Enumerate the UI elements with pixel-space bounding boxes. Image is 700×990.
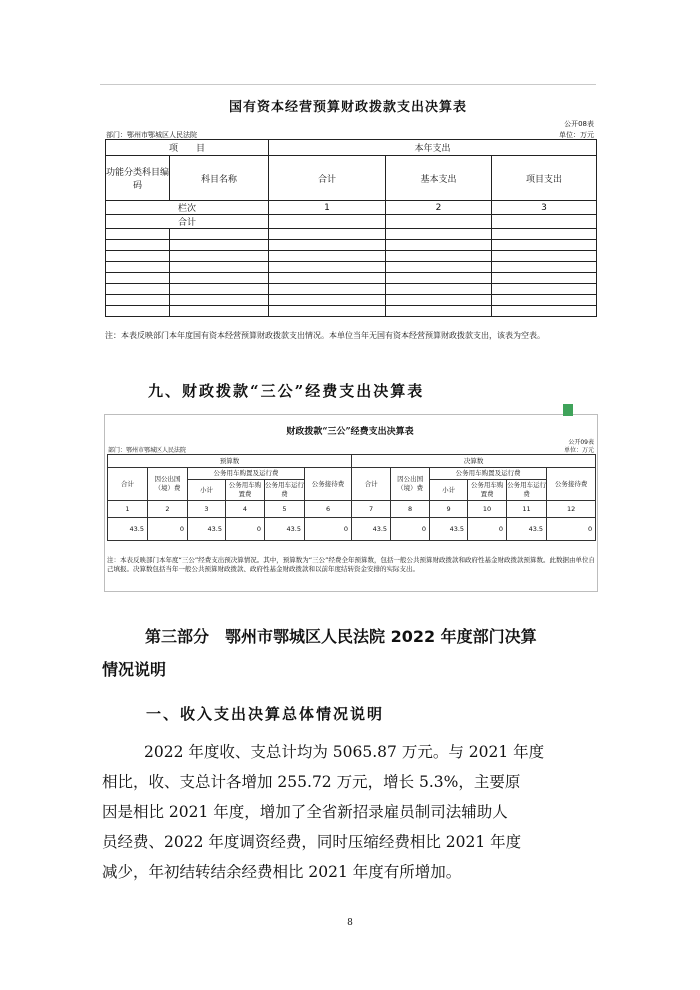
table-row bbox=[106, 215, 597, 229]
table1-order-label: 栏次 bbox=[106, 201, 269, 215]
table2-col-vehicle: 公务用车购置及运行费 bbox=[430, 468, 547, 480]
table2-title: 财政拨款“三公”经费支出决算表 bbox=[286, 427, 414, 437]
table1-col-project: 项目支出 bbox=[492, 156, 597, 201]
table2-order-cell: 1 bbox=[108, 501, 148, 518]
table2-col-abroad: 因公出国（境）费 bbox=[148, 468, 188, 501]
table1-department: 部门：鄂州市鄂城区人民法院 bbox=[106, 131, 197, 139]
table2-col-total: 合计 bbox=[352, 468, 391, 501]
part3-heading bbox=[102, 620, 602, 686]
table2-department: 部门：鄂州市鄂城区人民法院 bbox=[108, 447, 187, 454]
section9-heading: 九、财政拨款“三公”经费支出决算表 bbox=[148, 382, 425, 400]
table2-note: 注：本表反映部门本年度“三公”经费支出预决算情况。其中，预算数为“三公”经费全年预算数，包括一般公共预算财政拨款和政府性基金财政拨款预算数。此数据由单位自己填报。决算数包括当年一般公共预算财政拨款、政府性基金财政拨款和以前年度结转资金安排的实际支出。 bbox=[107, 556, 595, 573]
paragraph-line: 减少，年初结转结余经费相比 2021 年度有所增加。 bbox=[102, 863, 462, 881]
table2-value-cell: 43.5 bbox=[265, 518, 305, 541]
table2-order-cell: 3 bbox=[188, 501, 226, 518]
table2-col-reception: 公务接待费 bbox=[305, 468, 352, 501]
table2-order-cell: 10 bbox=[468, 501, 507, 518]
table2-order-cell: 5 bbox=[265, 501, 305, 518]
table1-order-3: 3 bbox=[492, 201, 597, 215]
table1-col-name: 科目名称 bbox=[170, 156, 269, 201]
table1-order-2: 2 bbox=[386, 201, 492, 215]
part3-heading-line2: 情况说明 bbox=[102, 660, 167, 679]
table1-order-1: 1 bbox=[269, 201, 386, 215]
table2-value-cell: 0 bbox=[547, 518, 596, 541]
table2-col-vehicle-operation: 公务用车运行费 bbox=[507, 480, 547, 501]
table-row bbox=[106, 306, 597, 317]
table-row bbox=[108, 518, 596, 541]
table-row bbox=[106, 273, 597, 284]
table2-value-cell: 0 bbox=[226, 518, 265, 541]
table-row bbox=[106, 229, 597, 240]
part3-heading-line1: 第三部分 鄂州市鄂城区人民法院 2022 年度部门决算 bbox=[145, 627, 537, 646]
table1-col-total: 合计 bbox=[269, 156, 386, 201]
table2-value-cell: 0 bbox=[468, 518, 507, 541]
table2-col-subtotal: 小计 bbox=[188, 480, 226, 501]
table1-col-code: 功能分类科目编码 bbox=[106, 156, 170, 201]
table2-value-cell: 43.5 bbox=[507, 518, 547, 541]
table2-value-cell: 43.5 bbox=[188, 518, 226, 541]
table1-note: 注：本表反映部门本年度国有资本经营预算财政拨款支出情况。本单位当年无国有资本经营预算财政拨款支出，该表为空表。 bbox=[105, 331, 545, 340]
table1 bbox=[105, 139, 597, 317]
paragraph-line: 相比，收、支总计各增加 255.72 万元，增长 5.3%，主要原 bbox=[102, 773, 521, 791]
section1-heading: 一、收入支出决算总体情况说明 bbox=[146, 705, 385, 723]
table2-order-cell: 12 bbox=[547, 501, 596, 518]
table2-col-vehicle-purchase: 公务用车购置费 bbox=[468, 480, 507, 501]
table2-order-cell: 6 bbox=[305, 501, 352, 518]
table2-col-vehicle-purchase: 公务用车购置费 bbox=[226, 480, 265, 501]
table1-header-item: 项 目 bbox=[106, 140, 269, 156]
table2-col-total: 合计 bbox=[108, 468, 148, 501]
green-marker bbox=[563, 404, 573, 416]
top-divider bbox=[100, 84, 596, 85]
table2-unit: 单位：万元 bbox=[563, 447, 594, 454]
table2-col-reception: 公务接待费 bbox=[547, 468, 596, 501]
table-row bbox=[106, 251, 597, 262]
table2-order-cell: 2 bbox=[148, 501, 188, 518]
table1-unit: 单位：万元 bbox=[559, 131, 594, 139]
table2-code: 公开09表 bbox=[568, 439, 594, 446]
table2 bbox=[107, 454, 596, 541]
table2-col-vehicle-operation: 公务用车运行费 bbox=[265, 480, 305, 501]
table2-order-cell: 9 bbox=[430, 501, 468, 518]
table2-value-cell: 0 bbox=[391, 518, 430, 541]
table-row bbox=[106, 295, 597, 306]
table-row bbox=[106, 240, 597, 251]
paragraph-line: 员经费、2022 年度调资经费，同时压缩经费相比 2021 年度 bbox=[102, 833, 522, 851]
table1-header-expense: 本年支出 bbox=[269, 140, 597, 156]
table2-col-vehicle: 公务用车购置及运行费 bbox=[188, 468, 305, 480]
table2-col-abroad: 因公出国（境）费 bbox=[391, 468, 430, 501]
table1-code: 公开08表 bbox=[564, 120, 594, 128]
paragraph-line: 2022 年度收、支总计均为 5065.87 万元。与 2021 年度 bbox=[144, 743, 545, 761]
table-row bbox=[106, 284, 597, 295]
table1-col-basic: 基本支出 bbox=[386, 156, 492, 201]
table2-order-cell: 7 bbox=[352, 501, 391, 518]
table2-value-cell: 43.5 bbox=[108, 518, 148, 541]
page-number: 8 bbox=[347, 918, 353, 928]
table1-title: 国有资本经营预算财政拨款支出决算表 bbox=[228, 100, 467, 115]
table1-total-label: 合计 bbox=[106, 215, 269, 229]
table-row bbox=[106, 201, 597, 215]
paragraph-line: 因是相比 2021 年度，增加了全省新招录雇员制司法辅助人 bbox=[102, 803, 508, 821]
section1-paragraph bbox=[102, 737, 602, 887]
table2-value-cell: 43.5 bbox=[430, 518, 468, 541]
table2-order-cell: 8 bbox=[391, 501, 430, 518]
table2-order-cell: 11 bbox=[507, 501, 547, 518]
table2-value-cell: 0 bbox=[305, 518, 352, 541]
table-row bbox=[106, 262, 597, 273]
table2-order-cell: 4 bbox=[226, 501, 265, 518]
table2-value-cell: 43.5 bbox=[352, 518, 391, 541]
table2-final-header: 决算数 bbox=[352, 455, 596, 468]
table2-value-cell: 0 bbox=[148, 518, 188, 541]
table-row bbox=[108, 501, 596, 518]
table2-budget-header: 预算数 bbox=[108, 455, 352, 468]
table2-col-subtotal: 小计 bbox=[430, 480, 468, 501]
